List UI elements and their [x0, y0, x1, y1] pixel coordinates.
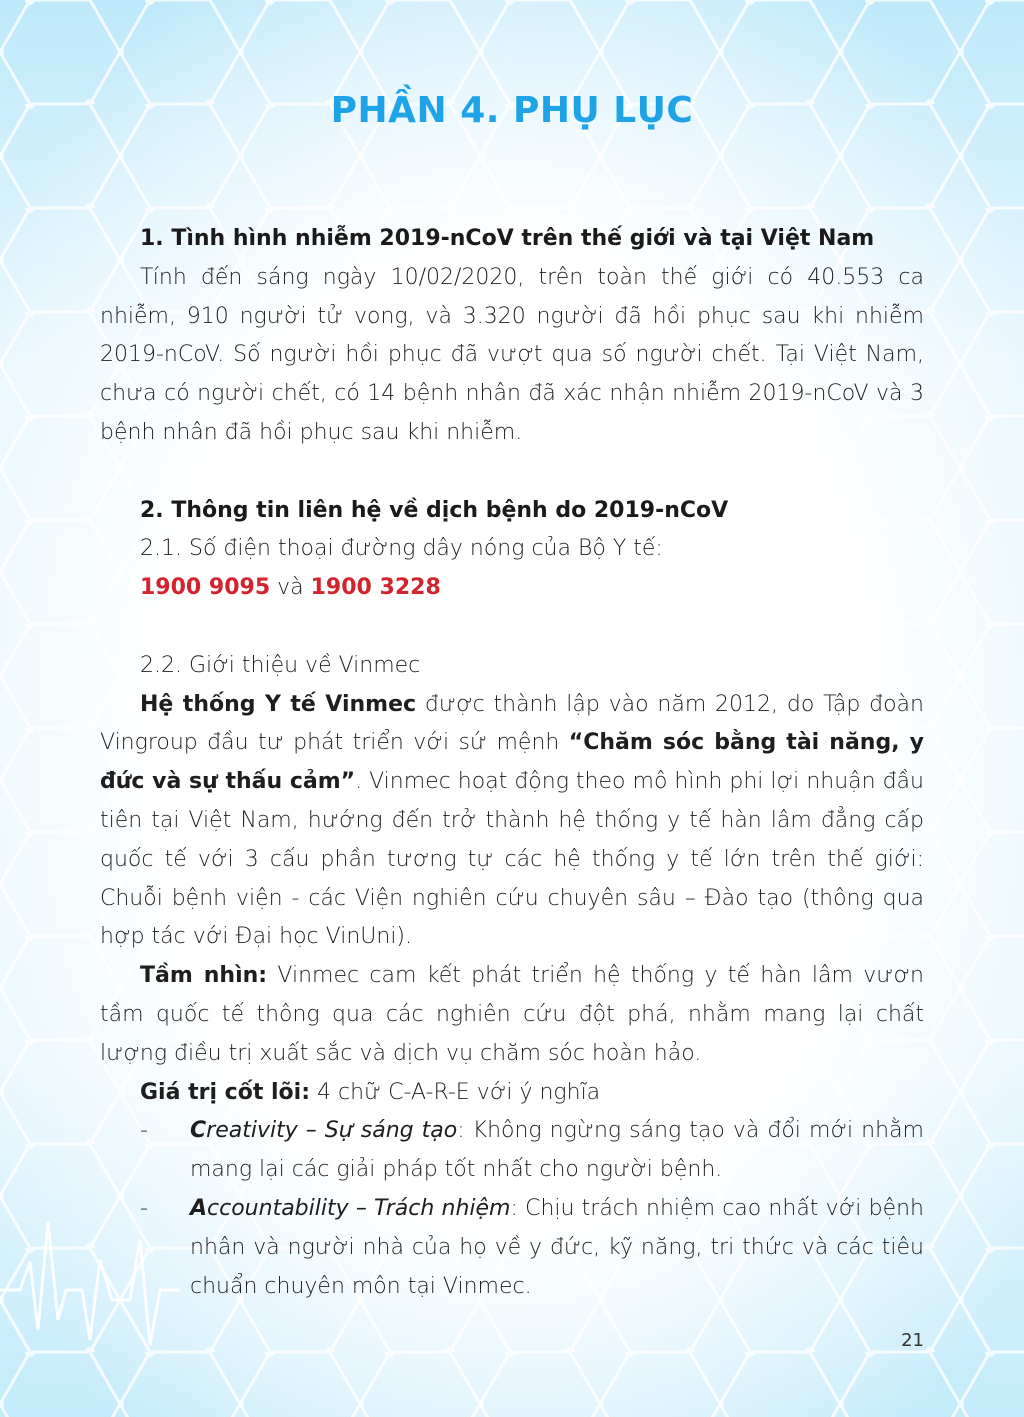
- bullet-term: ccountability – Trách nhiệm: [207, 1195, 511, 1221]
- page-number: 21: [901, 1330, 924, 1351]
- hotline-numbers: [100, 569, 924, 608]
- core-values-paragraph: [100, 1074, 924, 1113]
- list-item: [100, 1112, 924, 1190]
- bullet-text: [190, 1190, 924, 1306]
- bullet-letter: A: [190, 1195, 208, 1221]
- bullet-dash: -: [140, 1195, 148, 1221]
- values-label: Giá trị cốt lõi:: [140, 1079, 310, 1105]
- list-item: [100, 1190, 924, 1306]
- values-text: 4 chữ C-A-R-E với ý nghĩa: [310, 1079, 601, 1105]
- spacer: [100, 608, 924, 647]
- vinmec-mid: được thành lập vào năm 2012, do Tập đoàn Vingroup đầu tư phát triển với sứ mệnh: [100, 691, 924, 756]
- bullet-text: [190, 1112, 924, 1190]
- hotline-number-1: 1900 9095: [140, 575, 271, 601]
- section-1-body: Tính đến sáng ngày 10/02/2020, trên toàn thế giới có 40.553 ca nhiễm, 910 người tử vong, và 3.320 người đã hồi phục sau khi nhiễm 2019-nCoV. Số người hồi phục đã vượt qua số người chết. Tại Việt Nam, chưa có người chết, có 14 bệnh nhân đã xác nhận nhiễm 2019-nCoV và 3 bệnh nhân đã hồi phục sau khi nhiễm.: [100, 264, 924, 445]
- section-1-heading: 1. Tình hình nhiễm 2019-nCoV trên thế giới và tại Việt Nam: [140, 226, 875, 251]
- bullet-letter: C: [190, 1118, 207, 1144]
- section-2-heading: 2. Thông tin liên hệ về dịch bệnh do 2019-nCoV: [140, 497, 729, 523]
- vision-paragraph: [100, 957, 924, 1073]
- hotline-label: 2.1. Số điện thoại đường dây nóng của Bộ Y tế:: [140, 536, 663, 562]
- bullet-dash: -: [140, 1118, 148, 1144]
- vision-text: Vinmec cam kết phát triển hệ thống y tế hàn lâm vươn tầm quốc tế thông qua các nghiên cứu đột phá, nhằm mang lại chất lượng điều trị xuất sắc và dịch vụ chăm sóc hoàn hảo.: [100, 963, 924, 1066]
- vinmec-mission: “Chăm sóc bằng tài năng, y đức và sự thấu cảm”: [100, 730, 924, 795]
- hotline-number-2: 1900 3228: [310, 575, 441, 601]
- page-title: PHẦN 4. PHỤ LỤC: [330, 90, 694, 131]
- hotline-and: và: [270, 575, 311, 601]
- content-body: [100, 220, 924, 1306]
- spacer: [100, 453, 924, 492]
- vision-label: Tầm nhìn:: [140, 963, 268, 989]
- vinmec-rest: . Vinmec hoạt động theo mô hình phi lợi nhuận đầu tiên tại Việt Nam, hướng đến trở thành hệ thống y tế hàn lâm đẳng cấp quốc tế với 3 cấu phần tương tự các hệ thống y tế lớn trên thế giới: Chuỗi bệnh viện - các Viện nghiên cứu chuyên sâu – Đào tạo (thông qua hợp tác với Đại học VinUni).: [100, 769, 924, 950]
- bullet-term: reativity – Sự sáng tạo: [206, 1118, 458, 1144]
- bullet-description: : Không ngừng sáng tạo và đổi mới nhằm mang lại các giải pháp tốt nhất cho người bệnh.: [190, 1118, 924, 1183]
- vinmec-lead: Hệ thống Y tế Vinmec: [140, 691, 417, 717]
- vinmec-heading: 2.2. Giới thiệu về Vinmec: [140, 652, 421, 678]
- vinmec-intro: [100, 686, 924, 958]
- bullet-description: : Chịu trách nhiệm cao nhất với bệnh nhân và người nhà của họ về y đức, kỹ năng, tri thức và các tiêu chuẩn chuyên môn tại Vinmec.: [190, 1195, 924, 1299]
